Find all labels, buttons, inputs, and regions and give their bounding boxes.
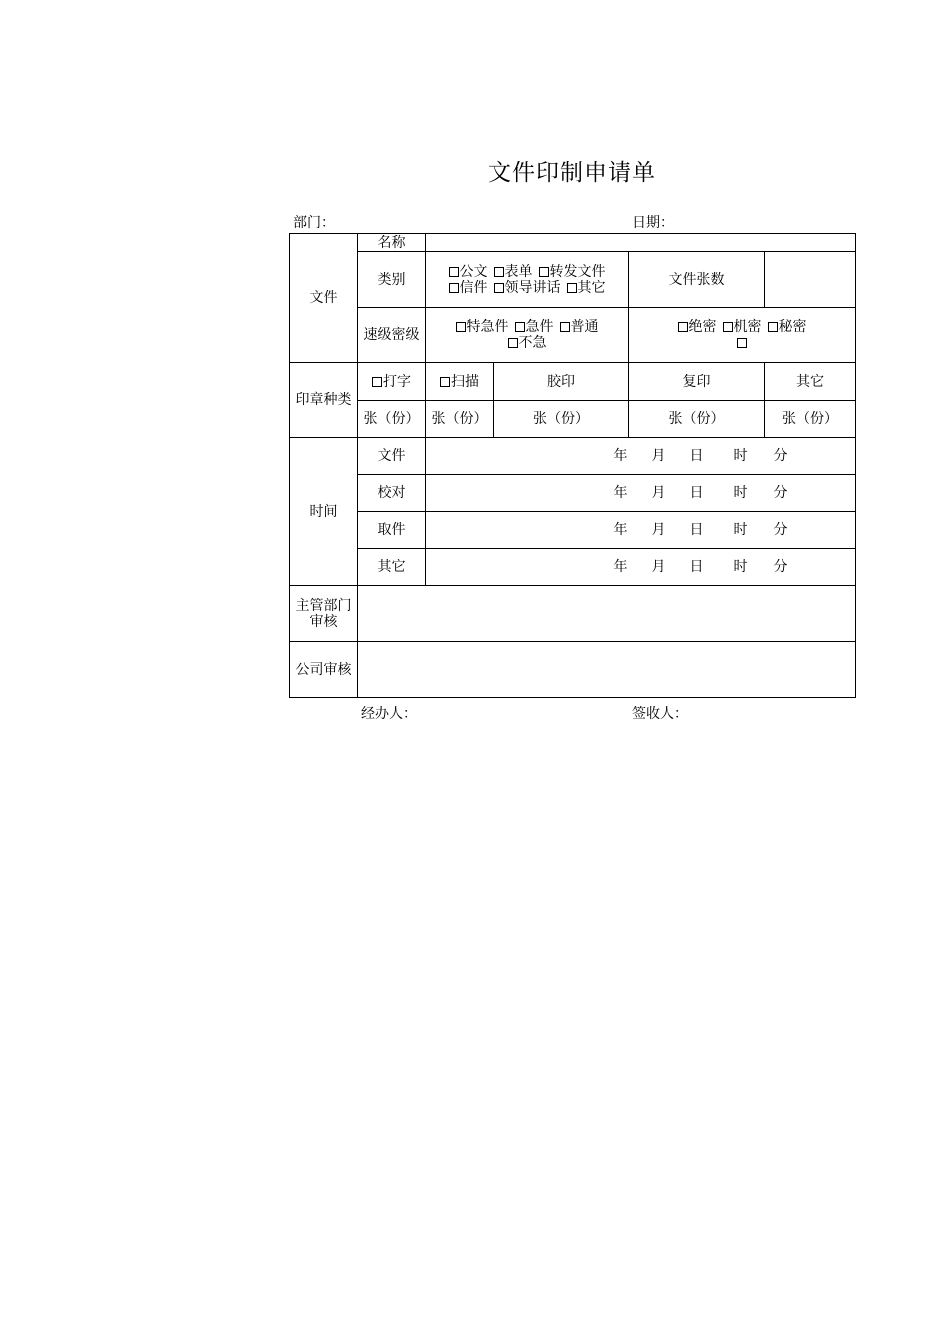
seal-count-cell[interactable]: 张（份） bbox=[629, 401, 765, 438]
checkbox-icon[interactable] bbox=[768, 322, 778, 332]
company-review-input[interactable] bbox=[358, 642, 856, 698]
seal-type-offset: 胶印 bbox=[494, 363, 629, 401]
time-row-label: 取件 bbox=[358, 512, 426, 549]
seal-type-copy: 复印 bbox=[629, 363, 765, 401]
page-title: 文件印制申请单 bbox=[488, 160, 656, 186]
receiver-label: 签收人： bbox=[632, 706, 688, 722]
seal-count-cell[interactable]: 张（份） bbox=[426, 401, 494, 438]
checkbox-option[interactable]: 特急件 bbox=[456, 319, 509, 335]
time-section-label: 时间 bbox=[290, 438, 358, 586]
file-section-label: 文件 bbox=[290, 234, 358, 363]
checkbox-option[interactable]: 不急 bbox=[508, 335, 547, 351]
seal-type-typing[interactable]: 打字 bbox=[358, 363, 426, 401]
urgency-options bbox=[426, 308, 629, 363]
time-row-label: 文件 bbox=[358, 438, 426, 475]
dept-review-label: 主管部门审核 bbox=[290, 586, 358, 642]
dept-review-input[interactable] bbox=[358, 586, 856, 642]
department-label: 部门： bbox=[293, 215, 335, 231]
checkbox-icon[interactable] bbox=[372, 377, 382, 387]
checkbox-icon[interactable] bbox=[440, 377, 450, 387]
checkbox-option[interactable]: 表单 bbox=[494, 264, 533, 280]
checkbox-icon[interactable] bbox=[456, 322, 466, 332]
time-value-cell[interactable]: 年 月 日 时 分 bbox=[426, 438, 856, 475]
checkbox-icon[interactable] bbox=[560, 322, 570, 332]
checkbox-option[interactable]: 绝密 bbox=[678, 319, 717, 335]
name-label: 名称 bbox=[358, 234, 426, 252]
checkbox-icon[interactable] bbox=[678, 322, 688, 332]
seal-count-cell[interactable]: 张（份） bbox=[358, 401, 426, 438]
seal-type-other: 其它 bbox=[765, 363, 856, 401]
print-request-table bbox=[289, 233, 856, 698]
checkbox-icon[interactable] bbox=[449, 283, 459, 293]
urgency-label: 速级密级 bbox=[358, 308, 426, 363]
checkbox-icon[interactable] bbox=[737, 338, 747, 348]
time-row-label: 其它 bbox=[358, 549, 426, 586]
checkbox-icon[interactable] bbox=[494, 283, 504, 293]
checkbox-option[interactable]: 普通 bbox=[560, 319, 599, 335]
checkbox-icon[interactable] bbox=[508, 338, 518, 348]
checkbox-option[interactable]: 转发文件 bbox=[539, 264, 606, 280]
page-count-input[interactable] bbox=[765, 252, 856, 308]
seal-count-cell[interactable]: 张（份） bbox=[494, 401, 629, 438]
checkbox-icon[interactable] bbox=[515, 322, 525, 332]
company-review-label: 公司审核 bbox=[290, 642, 358, 698]
checkbox-icon[interactable] bbox=[449, 267, 459, 277]
name-input[interactable] bbox=[426, 234, 856, 252]
category-options bbox=[426, 252, 629, 308]
secrecy-options bbox=[629, 308, 856, 363]
date-label: 日期： bbox=[632, 215, 674, 231]
handler-label: 经办人： bbox=[361, 706, 417, 722]
category-label: 类别 bbox=[358, 252, 426, 308]
time-value-cell[interactable]: 年 月 日 时 分 bbox=[426, 512, 856, 549]
checkbox-option[interactable]: 领导讲话 bbox=[494, 280, 561, 296]
checkbox-icon[interactable] bbox=[539, 267, 549, 277]
checkbox-icon[interactable] bbox=[723, 322, 733, 332]
checkbox-option[interactable]: 信件 bbox=[449, 280, 488, 296]
checkbox-option[interactable]: 机密 bbox=[723, 319, 762, 335]
checkbox-option[interactable]: 公文 bbox=[449, 264, 488, 280]
checkbox-icon[interactable] bbox=[494, 267, 504, 277]
checkbox-option[interactable] bbox=[737, 335, 748, 351]
page-count-label: 文件张数 bbox=[629, 252, 765, 308]
checkbox-option[interactable]: 其它 bbox=[567, 280, 606, 296]
checkbox-icon[interactable] bbox=[567, 283, 577, 293]
checkbox-option[interactable]: 秘密 bbox=[768, 319, 807, 335]
time-row-label: 校对 bbox=[358, 475, 426, 512]
seal-type-scanning[interactable]: 扫描 bbox=[426, 363, 494, 401]
checkbox-option[interactable]: 急件 bbox=[515, 319, 554, 335]
time-value-cell[interactable]: 年 月 日 时 分 bbox=[426, 475, 856, 512]
time-value-cell[interactable]: 年 月 日 时 分 bbox=[426, 549, 856, 586]
seal-count-cell[interactable]: 张（份） bbox=[765, 401, 856, 438]
seal-section-label: 印章种类 bbox=[290, 363, 358, 438]
